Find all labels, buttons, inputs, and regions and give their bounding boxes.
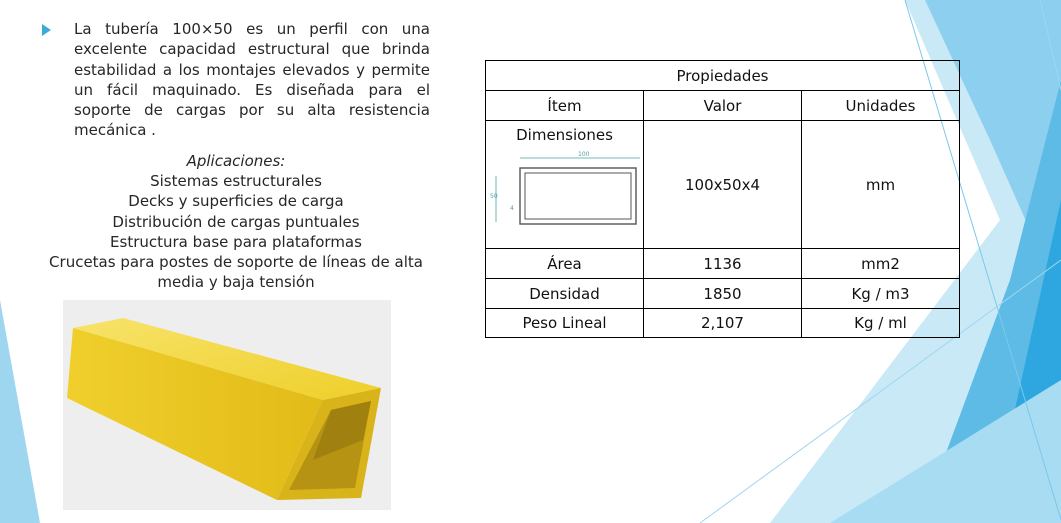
application-item: Decks y superficies de carga (128, 192, 344, 211)
dimension-unit: mm (802, 121, 960, 249)
drawing-thickness-label: 4 (509, 205, 514, 212)
dimension-value: 100x50x4 (644, 121, 802, 249)
left-facet (0, 300, 40, 523)
dimension-label: Dimensiones (516, 126, 613, 144)
description-paragraph: La tubería 100×50 es un perfil con una excelente capacidad estructural que brinda estabilidad a los montajes elevados y permite un fácil maquinado. Es diseñada para el soporte de cargas por su alta resistencia mecánica . (74, 20, 430, 140)
applications-title: Aplicaciones: (186, 152, 286, 170)
table-row (486, 309, 960, 338)
dimension-cell (486, 121, 644, 249)
table-row (486, 249, 960, 279)
table-title: Propiedades (486, 61, 960, 91)
row-unit: Kg / ml (802, 309, 960, 338)
table-row (486, 279, 960, 309)
bullet-arrow-icon (42, 24, 51, 36)
drawing-height-label: 50 (489, 193, 498, 200)
application-item: media y baja tensión (157, 273, 315, 292)
row-item: Área (486, 249, 644, 279)
row-value: 1850 (644, 279, 802, 309)
row-value: 2,107 (644, 309, 802, 338)
table-row (486, 121, 960, 249)
row-unit: Kg / m3 (802, 279, 960, 309)
application-item: Crucetas para postes de soporte de líneas de alta (49, 253, 423, 272)
header-value: Valor (644, 91, 802, 121)
application-item: Distribución de cargas puntuales (112, 212, 360, 231)
drawing-width-label: 100 (577, 151, 589, 158)
row-unit: mm2 (802, 249, 960, 279)
header-item: Ítem (486, 91, 644, 121)
application-item: Estructura base para plataformas (110, 232, 362, 251)
section-drawing (490, 150, 640, 230)
properties-table (485, 60, 960, 338)
row-item: Densidad (486, 279, 644, 309)
header-units: Unidades (802, 91, 960, 121)
application-item: Sistemas estructurales (150, 172, 322, 191)
row-value: 1136 (644, 249, 802, 279)
row-item: Peso Lineal (486, 309, 644, 338)
applications-block (40, 151, 432, 292)
product-photo (63, 300, 391, 510)
